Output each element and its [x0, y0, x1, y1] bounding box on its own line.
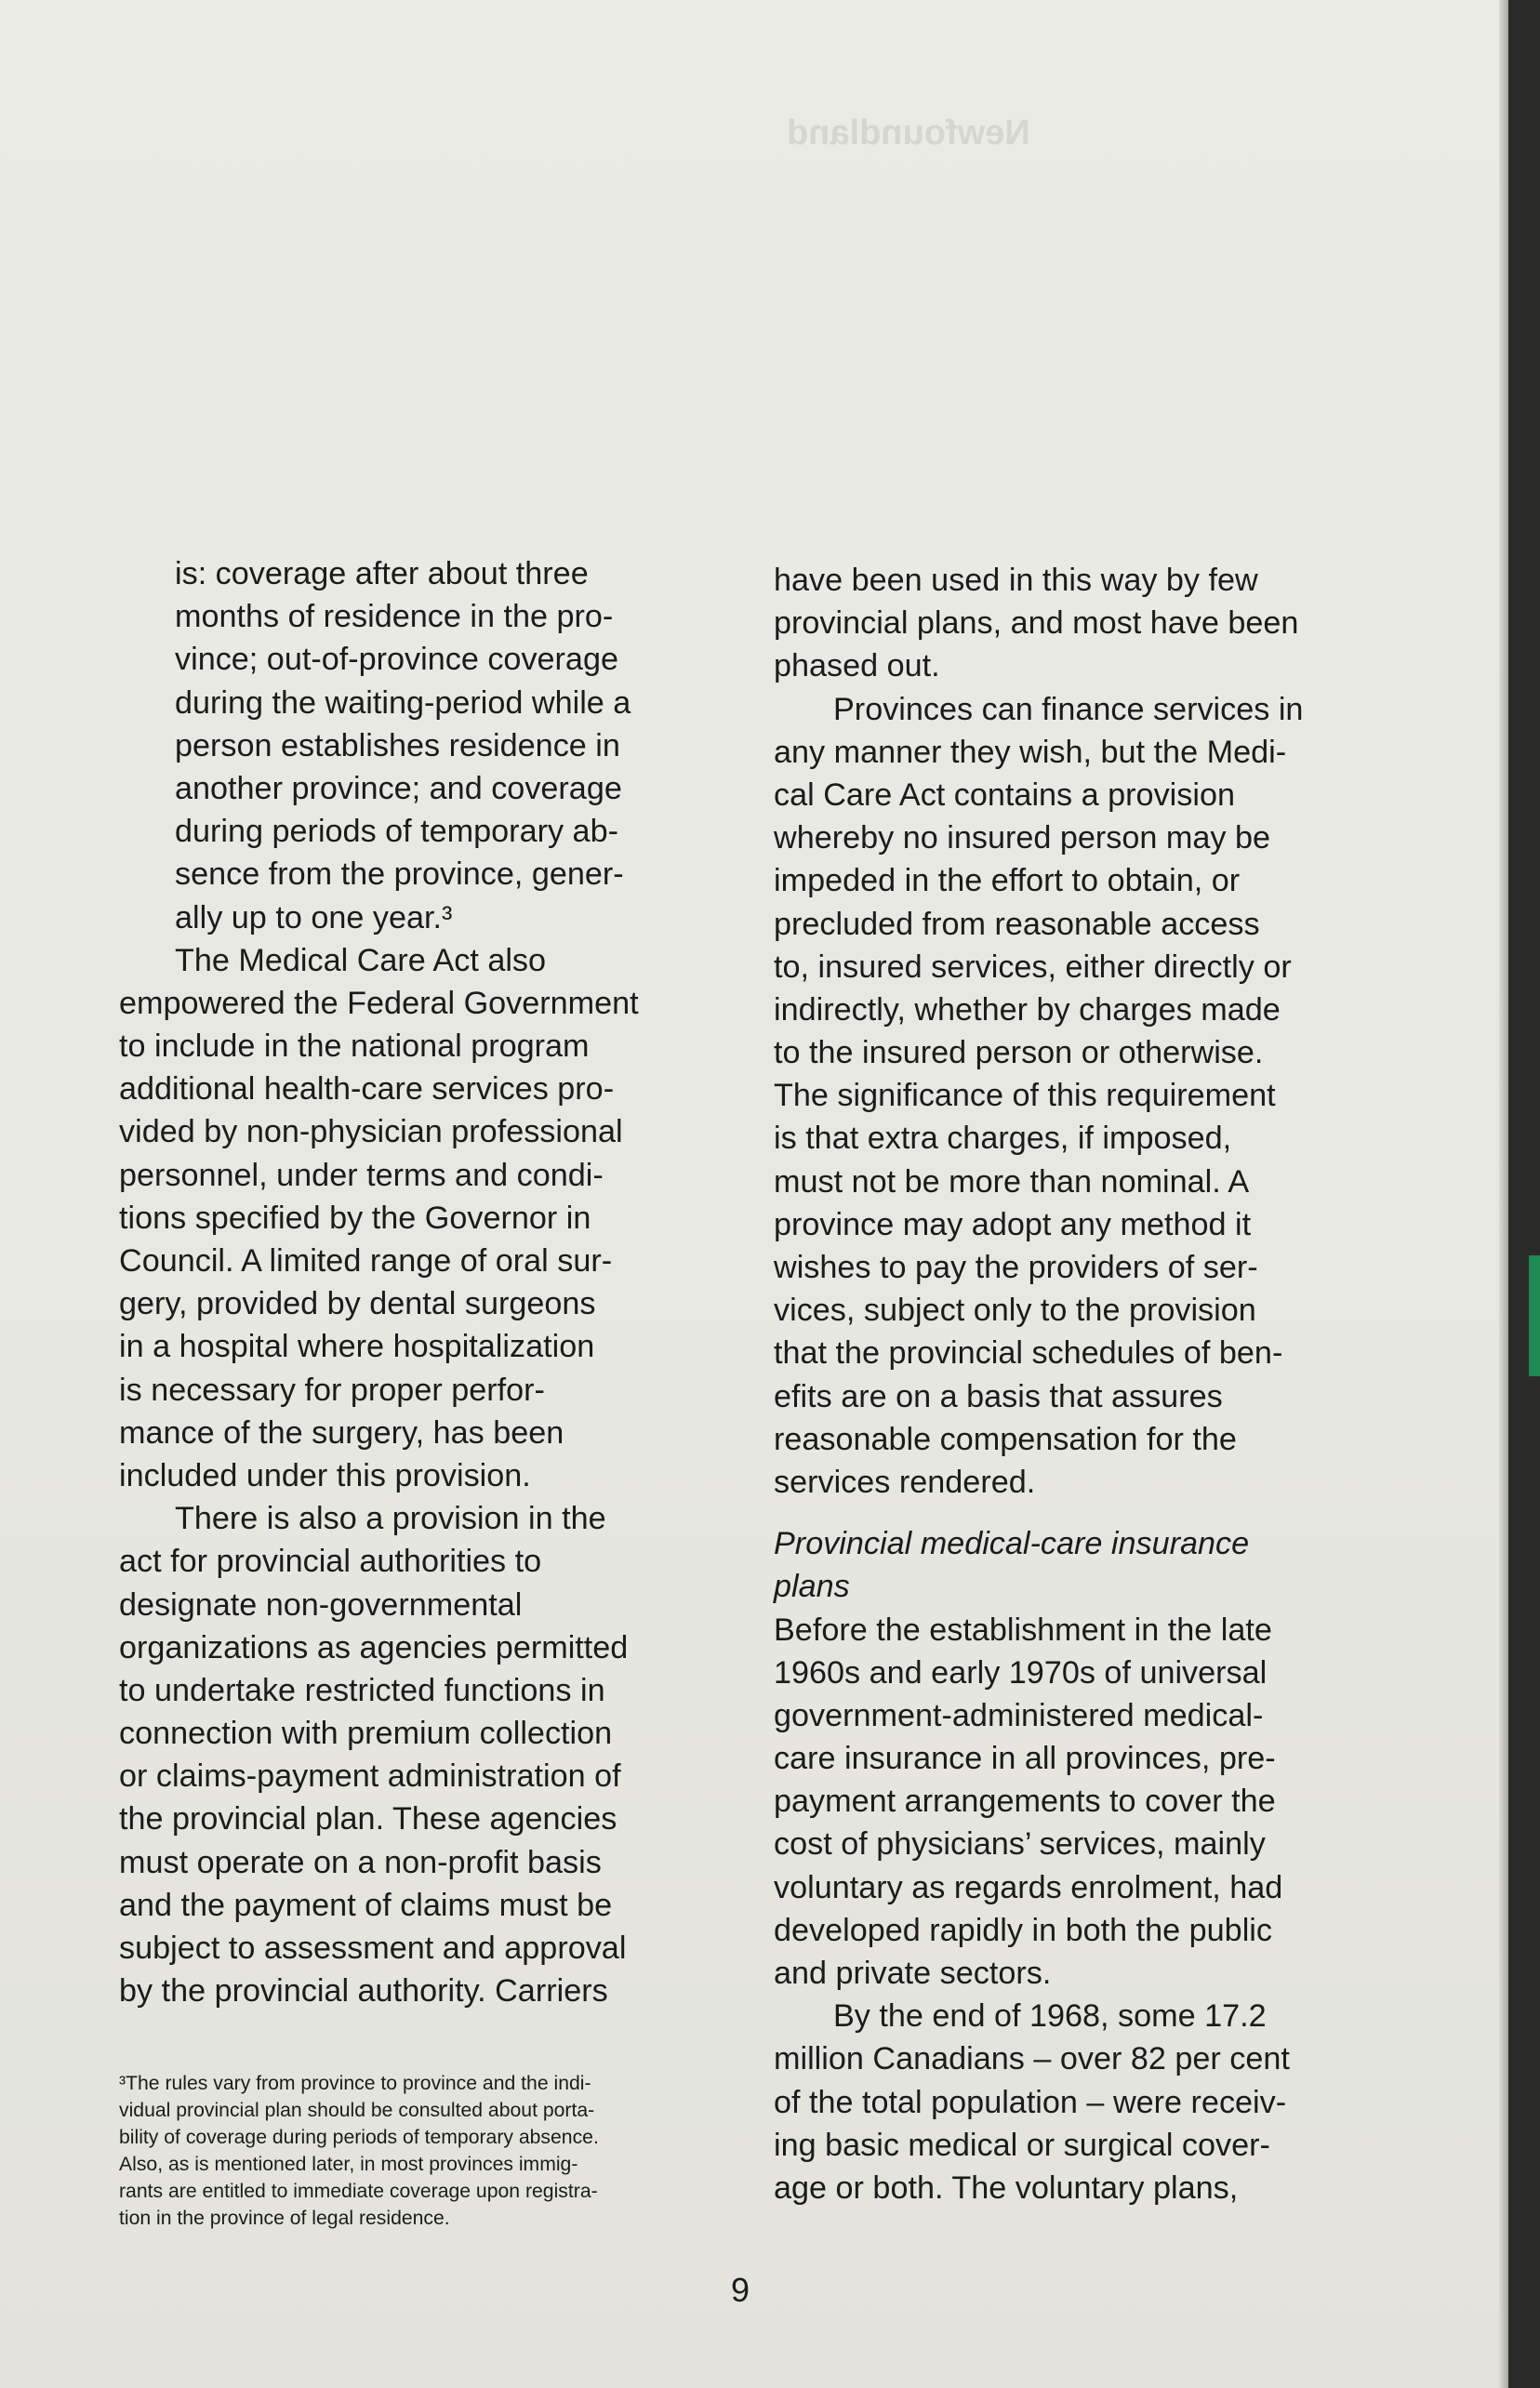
- left-paragraph-3: [119, 1497, 639, 2012]
- text-line: Before the establishment in the late: [774, 1612, 1272, 1648]
- text-line: must not be more than nominal. A: [774, 1163, 1250, 1200]
- text-line: precluded from reasonable access: [774, 906, 1260, 942]
- text-line: must operate on a non-profit basis: [119, 1844, 602, 1880]
- text-line: person establishes residence in: [175, 727, 620, 763]
- text-line: efits are on a basis that assures: [774, 1378, 1223, 1414]
- right-paragraph-2: [774, 688, 1303, 1505]
- right-column: [774, 559, 1303, 2209]
- text-line: developed rapidly in both the public: [774, 1912, 1272, 1948]
- text-line: reasonable compensation for the: [774, 1421, 1237, 1457]
- text-line: cal Care Act contains a provision: [774, 776, 1235, 813]
- left-column: [119, 552, 639, 2012]
- text-line: gery, provided by dental surgeons: [119, 1286, 596, 1322]
- text-line: By the end of 1968, some 17.2: [833, 1998, 1267, 2035]
- text-line: subject to assessment and approval: [119, 1930, 627, 1966]
- text-line: organizations as agencies permitted: [119, 1629, 629, 1665]
- text-line: The Medical Care Act also: [175, 942, 547, 978]
- green-tab: [1529, 1255, 1540, 1376]
- left-paragraph-1: [119, 552, 639, 939]
- footnote-line: vidual provincial plan should be consulted about porta-: [119, 2100, 595, 2121]
- text-line: vided by non-physician professional: [119, 1114, 623, 1150]
- text-line: provincial plans, and most have been: [774, 605, 1299, 642]
- text-line: connection with premium collection: [119, 1716, 613, 1752]
- text-line: services rendered.: [774, 1464, 1036, 1500]
- text-line: million Canadians – over 82 per cent: [774, 2041, 1290, 2077]
- text-line: There is also a provision in the: [175, 1501, 606, 1537]
- footnote-line: tion in the province of legal residence.: [119, 2208, 450, 2229]
- text-line: to, insured services, either directly or: [774, 949, 1292, 985]
- text-line: is necessary for proper perfor-: [119, 1372, 545, 1408]
- text-line: tions specified by the Governor in: [119, 1200, 591, 1236]
- heading-line: Provincial medical-care insurance: [774, 1526, 1250, 1562]
- text-line: and the payment of claims must be: [119, 1887, 613, 1923]
- text-line: months of residence in the pro-: [175, 599, 614, 635]
- text-line: any manner they wish, but the Medi-: [774, 734, 1287, 770]
- text-line: to undertake restricted functions in: [119, 1672, 605, 1708]
- footnote-line: bility of coverage during periods of temporary absence.: [119, 2127, 599, 2148]
- text-line: 1960s and early 1970s of universal: [774, 1654, 1268, 1691]
- text-line: sence from the province, gener-: [175, 856, 624, 893]
- text-line: is: coverage after about three: [175, 556, 589, 591]
- text-line: ing basic medical or surgical cover-: [774, 2127, 1270, 2163]
- section-gap: [774, 1504, 1303, 1522]
- text-line: cost of physicians’ services, mainly: [774, 1826, 1266, 1863]
- text-line: impeded in the effort to obtain, or: [774, 863, 1241, 899]
- text-line: during the waiting-period while a: [175, 684, 631, 721]
- text-line: designate non-governmental: [119, 1586, 523, 1623]
- text-line: vince; out-of-province coverage: [175, 642, 618, 678]
- text-line: phased out.: [774, 648, 940, 684]
- text-line: or claims-payment administration of: [119, 1758, 621, 1795]
- heading-line: plans: [774, 1569, 850, 1605]
- page-number: 9: [731, 2271, 750, 2309]
- text-line: another province; and coverage: [175, 770, 622, 806]
- text-line: Council. A limited range of oral sur-: [119, 1243, 613, 1279]
- text-line: age or both. The voluntary plans,: [774, 2169, 1239, 2206]
- text-line: voluntary as regards enrolment, had: [774, 1869, 1283, 1905]
- text-line: act for provincial authorities to: [119, 1544, 542, 1580]
- text-line: ally up to one year.³: [175, 899, 453, 935]
- text-line: additional health-care services pro-: [119, 1071, 615, 1108]
- text-line: personnel, under terms and condi-: [119, 1157, 604, 1193]
- text-line: to the insured person or otherwise.: [774, 1035, 1264, 1071]
- section-heading: [774, 1522, 1303, 1608]
- text-line: is that extra charges, if imposed,: [774, 1121, 1232, 1157]
- text-line: the provincial plan. These agencies: [119, 1801, 617, 1837]
- text-line: during periods of temporary ab-: [175, 814, 618, 850]
- footnote-line: ³The rules vary from province to province and the indi-: [119, 2073, 591, 2094]
- text-line: in a hospital where hospitalization: [119, 1329, 595, 1365]
- text-line: care insurance in all provinces, pre-: [774, 1741, 1276, 1777]
- footnote-line: rants are entitled to immediate coverage upon registra-: [119, 2181, 598, 2202]
- right-paragraph-3: [774, 1609, 1303, 1996]
- text-line: have been used in this way by few: [774, 563, 1258, 598]
- text-line: whereby no insured person may be: [774, 820, 1271, 856]
- right-paragraph-4: [774, 1995, 1303, 2209]
- text-line: of the total population – were receiv-: [774, 2084, 1287, 2120]
- text-line: that the provincial schedules of ben-: [774, 1335, 1283, 1372]
- text-line: by the provincial authority. Carriers: [119, 1973, 608, 2010]
- text-line: government-administered medical-: [774, 1697, 1264, 1733]
- text-line: indirectly, whether by charges made: [774, 991, 1281, 1028]
- left-paragraph-2: [119, 939, 639, 1497]
- text-line: province may adopt any method it: [774, 1206, 1252, 1242]
- text-line: to include in the national program: [119, 1028, 590, 1065]
- text-line: Provinces can finance services in: [833, 691, 1304, 727]
- text-line: mance of the surgery, has been: [119, 1414, 564, 1451]
- text-line: payment arrangements to cover the: [774, 1784, 1276, 1820]
- text-line: The significance of this requirement: [774, 1078, 1276, 1114]
- footnote-line: Also, as is mentioned later, in most provinces immig-: [119, 2154, 578, 2175]
- text-line: and private sectors.: [774, 1956, 1052, 1991]
- page-edge: [1499, 0, 1508, 2388]
- text-line: empowered the Federal Government: [119, 985, 639, 1021]
- footnote: [119, 2070, 599, 2232]
- right-paragraph-1: [774, 559, 1303, 688]
- text-line: wishes to pay the providers of ser-: [774, 1250, 1258, 1285]
- text-line: included under this provision.: [119, 1457, 531, 1493]
- show-through-header: Newfoundland: [787, 113, 1030, 153]
- text-line: vices, subject only to the provision: [774, 1293, 1256, 1329]
- binding-shadow: [1508, 0, 1540, 2388]
